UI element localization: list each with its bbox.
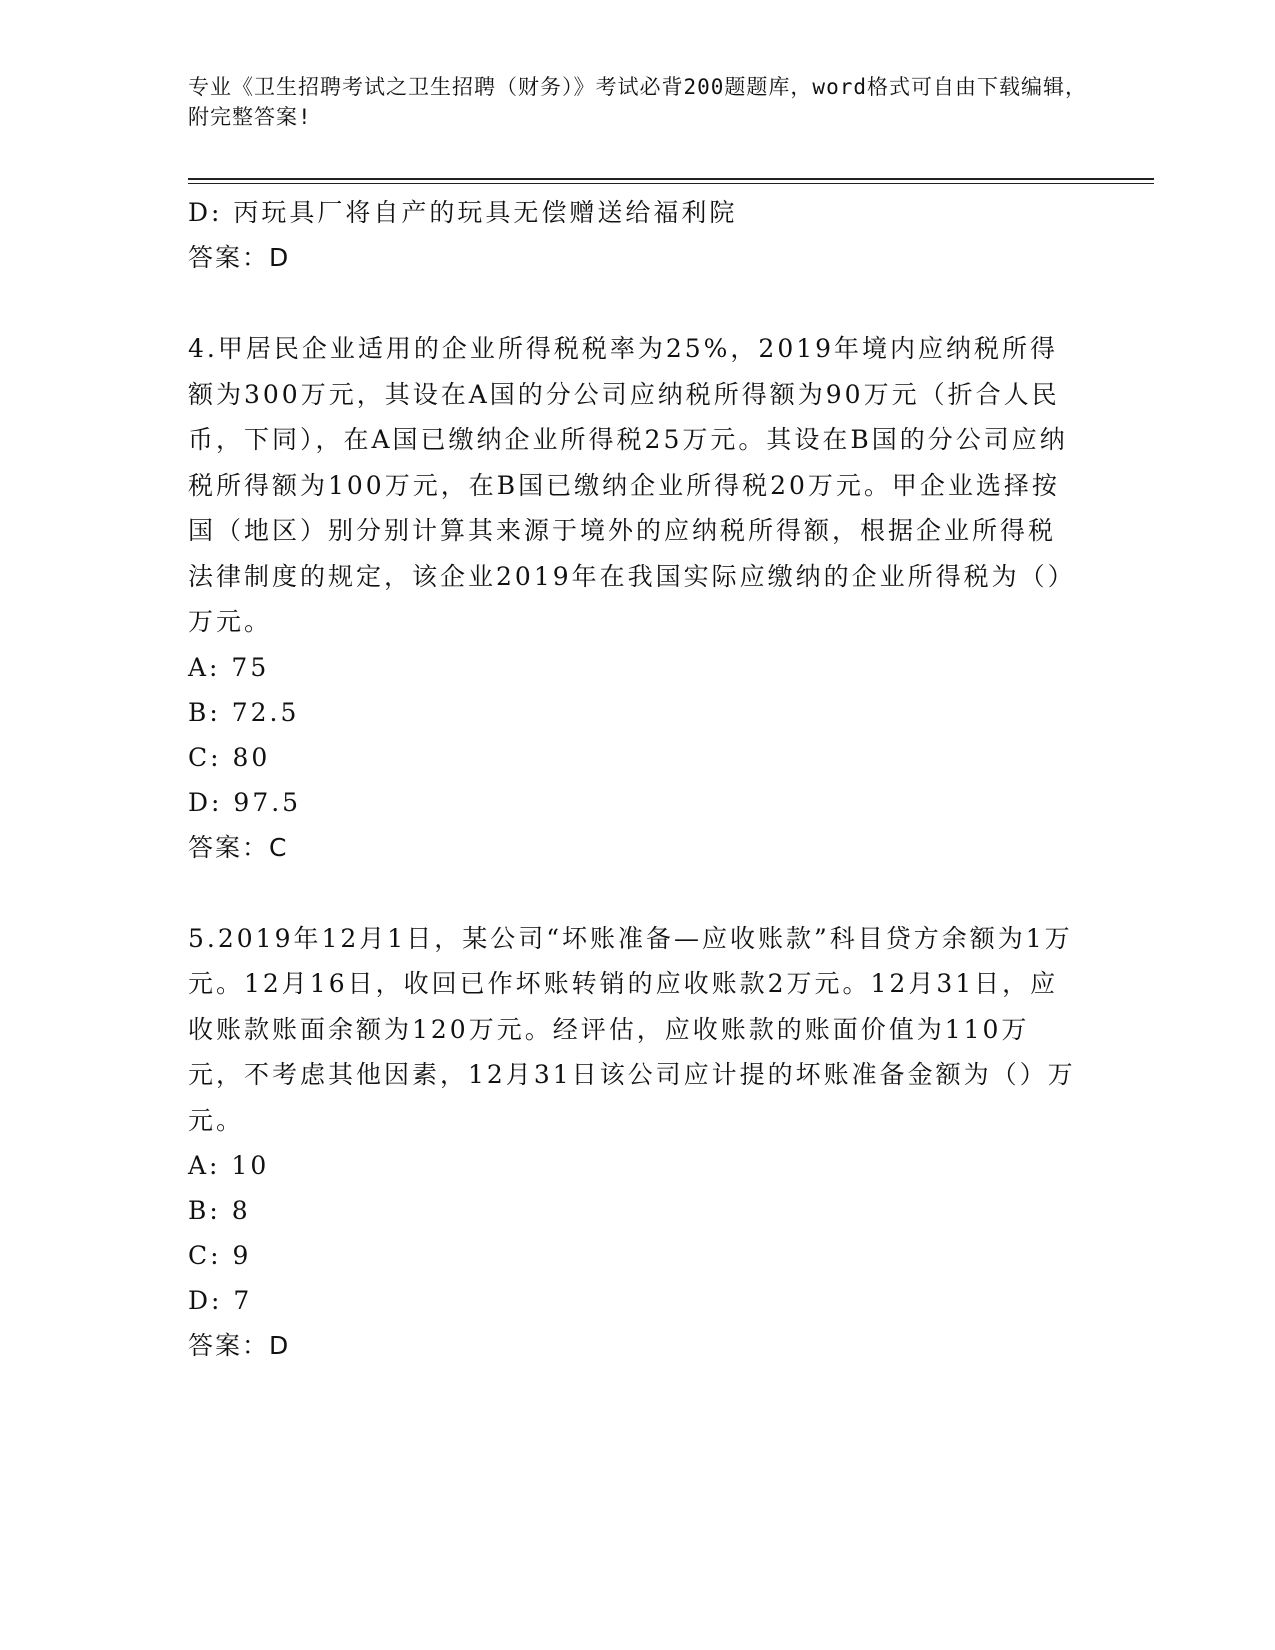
question-5 <box>188 916 1078 1369</box>
document-header <box>188 72 1088 132</box>
option-c: C: 80 <box>188 742 271 772</box>
header-divider-thin <box>188 183 1154 184</box>
option-a: A: 75 <box>188 652 270 682</box>
option-d: D: 7 <box>188 1286 253 1315</box>
spacer <box>188 870 1078 916</box>
spacer <box>188 280 1078 326</box>
header-divider-thick <box>188 178 1154 180</box>
option-b: B: 8 <box>188 1196 251 1225</box>
answer-line: 答案：D <box>188 1331 291 1360</box>
prev-question-tail <box>188 190 1078 280</box>
header-title: 专业《卫生招聘考试之卫生招聘（财务）》考试必背200题题库，word格式可自由下载编辑，附完整答案! <box>188 75 1087 129</box>
question-text: 5.2019年12月1日，某公司“坏账准备—应收账款”科目贷方余额为1万元。12月16日，收回已作坏账转销的应收账款2万元。12月31日，应收账款账面余额为120万元。经评估，应收账款的账面价值为110万元，不考虑其他因素，12月31日该公司应计提的坏账准备金额为（）万元。 <box>188 923 1076 1135</box>
document-body <box>188 190 1078 1368</box>
question-4 <box>188 326 1078 870</box>
option-b: B: 72.5 <box>188 697 300 727</box>
option-a: A: 10 <box>188 1151 270 1180</box>
option-c: C: 9 <box>188 1241 252 1270</box>
option-d: D: 丙玩具厂将自产的玩具无偿赠送给福利院 <box>188 198 738 227</box>
answer-line: 答案：C <box>188 832 289 862</box>
answer-line: 答案：D <box>188 243 291 272</box>
question-text: 4.甲居民企业适用的企业所得税税率为25%，2019年境内应纳税所得额为300万元，其设在A国的分公司应纳税所得额为90万元（折合人民币，下同），在A国已缴纳企业所得税25万元。其设在B国的分公司应纳税所得额为100万元，在B国已缴纳企业所得税20万元。甲企业选择按国（地区）别分别计算其来源于境外的应纳税所得额，根据企业所得税法律制度的规定，该企业2019年在我国实际应缴纳的企业所得税为（）万元。 <box>188 334 1076 636</box>
option-d: D: 97.5 <box>188 787 302 817</box>
